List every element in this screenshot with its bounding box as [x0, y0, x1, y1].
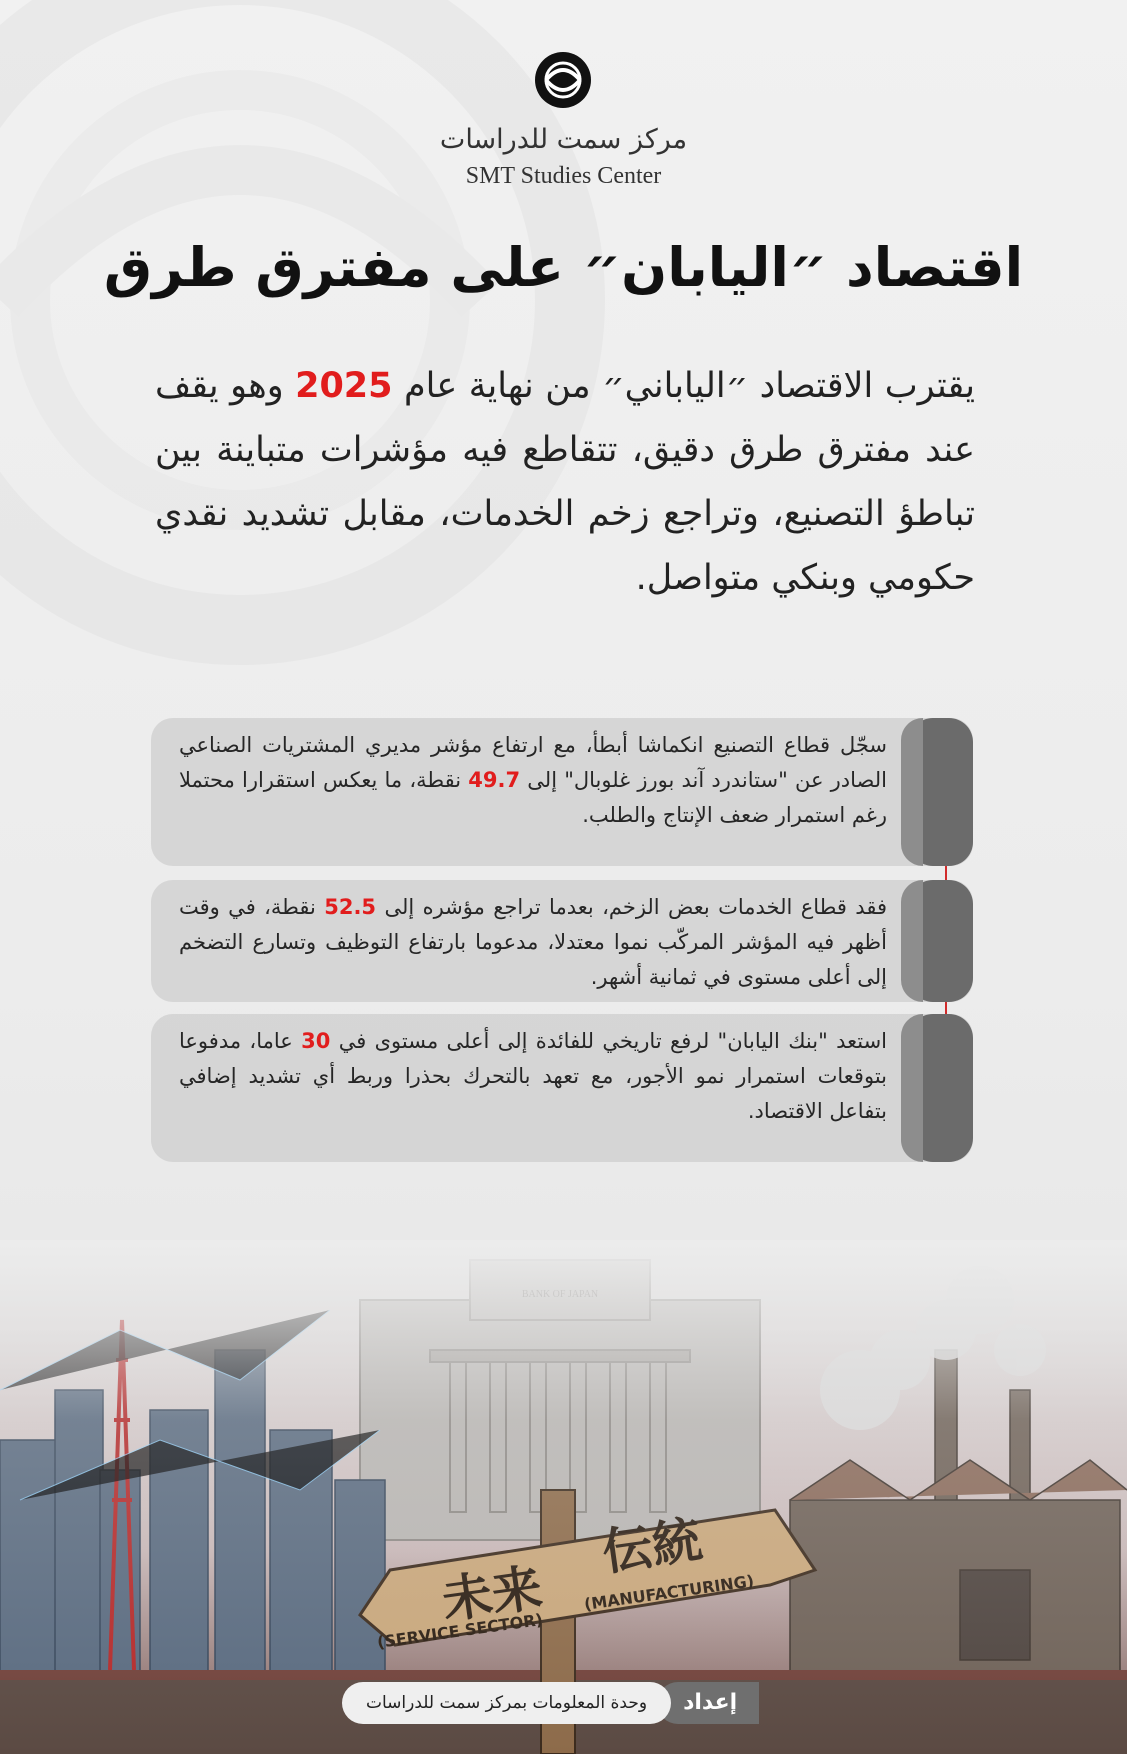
- city-crossroads-illustration: [0, 1240, 1127, 1754]
- smt-logo-icon: [533, 50, 593, 110]
- credit-label: إعداد: [657, 1682, 759, 1724]
- intro-text-after: وهو يقف عند مفترق طرق دقيق، تتقاطع فيه مؤشرات متباينة بين تباطؤ التصنيع، وتراجع زخم الخدمات، مقابل تشديد نقدي حكومي وبنكي متواصل.: [155, 366, 975, 598]
- page-title: اقتصاد ״اليابان״ على مفترق طرق: [103, 236, 1024, 299]
- fact-highlight-value: 52.5: [324, 895, 377, 919]
- intro-paragraph: [155, 354, 975, 610]
- fact-text-after: نقطة، ما يعكس استقرارا محتملا رغم استمرار ضعف الإنتاج والطلب.: [179, 768, 887, 827]
- fact-card-manufacturing: [151, 718, 973, 866]
- card-tab: [909, 718, 973, 866]
- fact-card-bank-of-japan: [151, 1014, 973, 1162]
- fact-text-after: عاما، مدفوعا بتوقعات استمرار نمو الأجور، مع تعهد بالتحرك بحذرا وربط أي تشديد إضافي بتفاعل الاقتصاد.: [179, 1029, 887, 1123]
- brand-name-arabic: مركز سمت للدراسات: [439, 124, 688, 155]
- fact-highlight-value: 30: [301, 1029, 331, 1053]
- fact-card-services: [151, 880, 973, 1002]
- intro-text-before: يقترب الاقتصاد ״الياباني״ من نهاية عام: [392, 366, 975, 406]
- credit-pill: [342, 1682, 759, 1724]
- credit-value: وحدة المعلومات بمركز سمت للدراسات: [342, 1682, 671, 1724]
- card-tab: [909, 1014, 973, 1162]
- fact-text: [179, 1024, 887, 1129]
- fact-text-before: استعد "بنك اليابان" لرفع تاريخي للفائدة إلى أعلى مستوى في: [330, 1029, 887, 1053]
- intro-year-highlight: 2025: [295, 366, 393, 406]
- fact-text-before: فقد قطاع الخدمات بعض الزخم، بعدما تراجع مؤشره إلى: [376, 895, 887, 919]
- fact-text: [179, 890, 887, 995]
- fact-highlight-value: 49.7: [468, 768, 521, 792]
- brand-name-english: SMT Studies Center: [465, 163, 662, 189]
- fact-text-before: سجّل قطاع التصنيع انكماشا أبطأ، مع ارتفاع مؤشر مديري المشتريات الصناعي الصادر عن "ستاندرد آند بورز غلوبال" إلى: [179, 733, 887, 792]
- fact-text-after: نقطة، في وقت أظهر فيه المؤشر المركّب نموا معتدلا، مدعوما بارتفاع التوظيف وتسارع التضخم إلى أعلى مستوى في ثمانية أشهر.: [179, 895, 887, 989]
- fact-text: [179, 728, 887, 833]
- card-tab: [909, 880, 973, 1002]
